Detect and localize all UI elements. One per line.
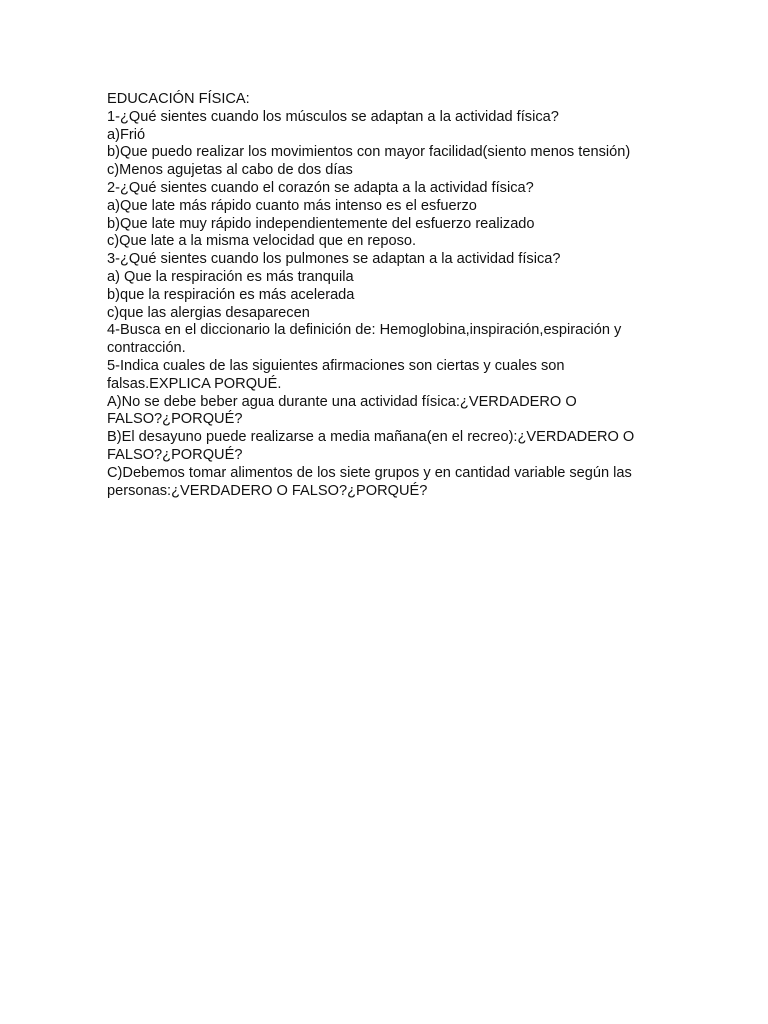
statement-a-line-2: FALSO?¿PORQUÉ? (107, 411, 243, 428)
document-body (107, 91, 667, 500)
question-3-option-b: b)que la respiración es más acelerada (107, 286, 355, 303)
question-3: 3-¿Qué sientes cuando los pulmones se adaptan a la actividad física? (107, 251, 561, 268)
document-title: EDUCACIÓN FÍSICA: (107, 91, 250, 107)
statement-c-line-2: personas:¿VERDADERO O FALSO?¿PORQUÉ? (107, 482, 428, 499)
question-1-option-a: a)Frió (107, 126, 146, 143)
question-3-option-a: a) Que la respiración es más tranquila (107, 268, 354, 285)
question-2: 2-¿Qué sientes cuando el corazón se adapta a la actividad física? (107, 179, 534, 196)
question-1-option-c: c)Menos agujetas al cabo de dos días (107, 162, 353, 179)
question-2-option-c: c)Que late a la misma velocidad que en reposo. (107, 233, 417, 250)
statement-b-line-2: FALSO?¿PORQUÉ? (107, 446, 243, 463)
statement-c-line-1: C)Debemos tomar alimentos de los siete grupos y en cantidad variable según las (107, 464, 632, 481)
question-4-line-1: 4-Busca en el diccionario la definición de: Hemoglobina,inspiración,espiración y (107, 322, 622, 339)
question-2-option-b: b)Que late muy rápido independientemente del esfuerzo realizado (107, 215, 535, 232)
question-1-option-b: b)Que puedo realizar los movimientos con mayor facilidad(siento menos tensión) (107, 144, 631, 161)
question-4-line-2: contracción. (107, 340, 186, 357)
question-1: 1-¿Qué sientes cuando los músculos se adaptan a la actividad física? (107, 108, 559, 125)
statement-a-line-1: A)No se debe beber agua durante una actividad física:¿VERDADERO O (107, 393, 577, 410)
question-3-option-c: c)que las alergias desaparecen (107, 304, 310, 321)
question-5-line-1: 5-Indica cuales de las siguientes afirmaciones son ciertas y cuales son (107, 357, 565, 374)
statement-b-line-1: B)El desayuno puede realizarse a media mañana(en el recreo):¿VERDADERO O (107, 429, 635, 446)
question-5-line-2: falsas.EXPLICA PORQUÉ. (107, 375, 282, 392)
question-2-option-a: a)Que late más rápido cuanto más intenso es el esfuerzo (107, 197, 477, 214)
